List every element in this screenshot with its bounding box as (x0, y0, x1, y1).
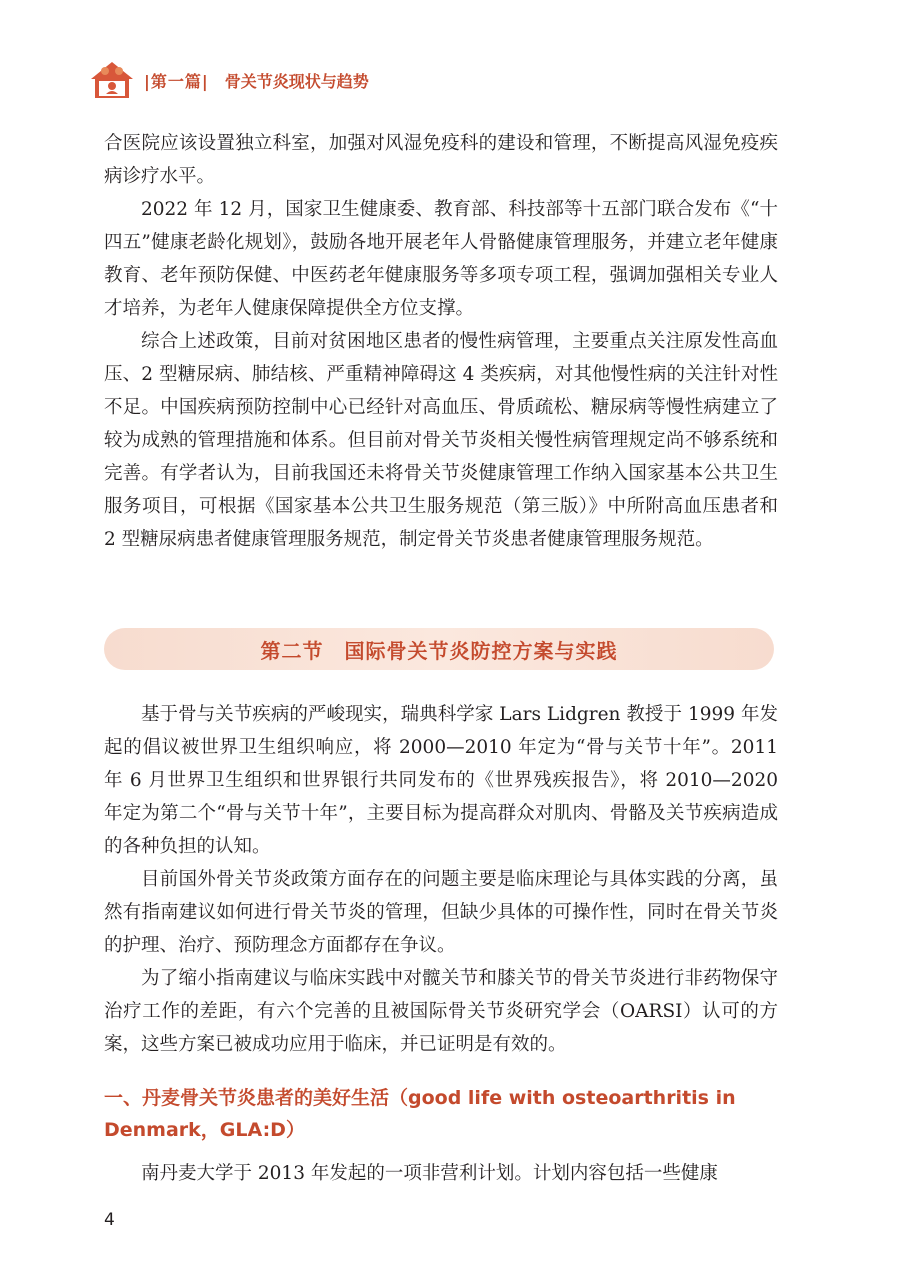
paragraph: 综合上述政策，目前对贫困地区患者的慢性病管理，主要重点关注原发性高血压、2 型糖尿病、肺结核、严重精神障碍这 4 类疾病，对其他慢性病的关注针对性不足。中国疾病预防控制中心已经针对高血压、骨质疏松、糖尿病等慢性病建立了较为成熟的管理措施和体系。但目前对骨关节炎相关慢性病管理规定尚不够系统和完善。有学者认为，目前我国还未将骨关节炎健康管理工作纳入国家基本公共卫生服务项目，可根据《国家基本公共卫生服务规范（第三版）》中所附高血压患者和 2 型糖尿病患者健康管理服务规范，制定骨关节炎患者健康管理服务规范。 (104, 331, 778, 550)
house-people-icon (88, 59, 136, 101)
paragraph: 合医院应该设置独立科室，加强对风湿免疫科的建设和管理，不断提高风湿免疫疾病诊疗水平。 (104, 133, 778, 187)
paragraph: 目前国外骨关节炎政策方面存在的问题主要是临床理论与具体实践的分离，虽然有指南建议如何进行骨关节炎的管理，但缺少具体的可操作性，同时在骨关节炎的护理、治疗、预防理念方面都存在争议。 (104, 869, 778, 956)
part-label: |第一篇| (144, 71, 209, 91)
section2-body (104, 698, 778, 1061)
page-number: 4 (104, 1210, 115, 1230)
paragraph: 南丹麦大学于 2013 年发起的一项非营利计划。计划内容包括一些健康 (141, 1163, 718, 1184)
running-header (88, 58, 369, 102)
paragraph: 2022 年 12 月，国家卫生健康委、教育部、科技部等十五部门联合发布《“十四五”健康老龄化规划》，鼓励各地开展老年人骨骼健康管理服务，并建立老年健康教育、老年预防保健、中医药老年健康服务等多项专项工程，强调加强相关专业人才培养，为老年人健康保障提供全方位支撑。 (104, 199, 778, 319)
section-banner (104, 628, 774, 670)
paragraph: 基于骨与关节疾病的严峻现实，瑞典科学家 Lars Lidgren 教授于 1999 年发起的倡议被世界卫生组织响应，将 2000—2010 年定为“骨与关节十年”。2011 年 6 月世界卫生组织和世界银行共同发布的《世界残疾报告》，将 2010—2020 年定为第二个“骨与关节十年”，主要目标为提高群众对肌肉、骨骼及关节疾病造成的各种负担的认知。 (104, 704, 778, 857)
section-title: 第二节 国际骨关节炎防控方案与实践 (260, 638, 618, 663)
subheading: 一、丹麦骨关节炎患者的美好生活（good life with osteoarthritis in Denmark，GLA:D） (104, 1087, 736, 1141)
header-title: 骨关节炎现状与趋势 (224, 71, 369, 91)
section3-body (104, 1157, 778, 1190)
section1-body (104, 127, 778, 556)
paragraph: 为了缩小指南建议与临床实践中对髋关节和膝关节的骨关节炎进行非药物保守治疗工作的差距，有六个完善的且被国际骨关节炎研究学会（OARSI）认可的方案，这些方案已被成功应用于临床，并已证明是有效的。 (104, 968, 778, 1055)
